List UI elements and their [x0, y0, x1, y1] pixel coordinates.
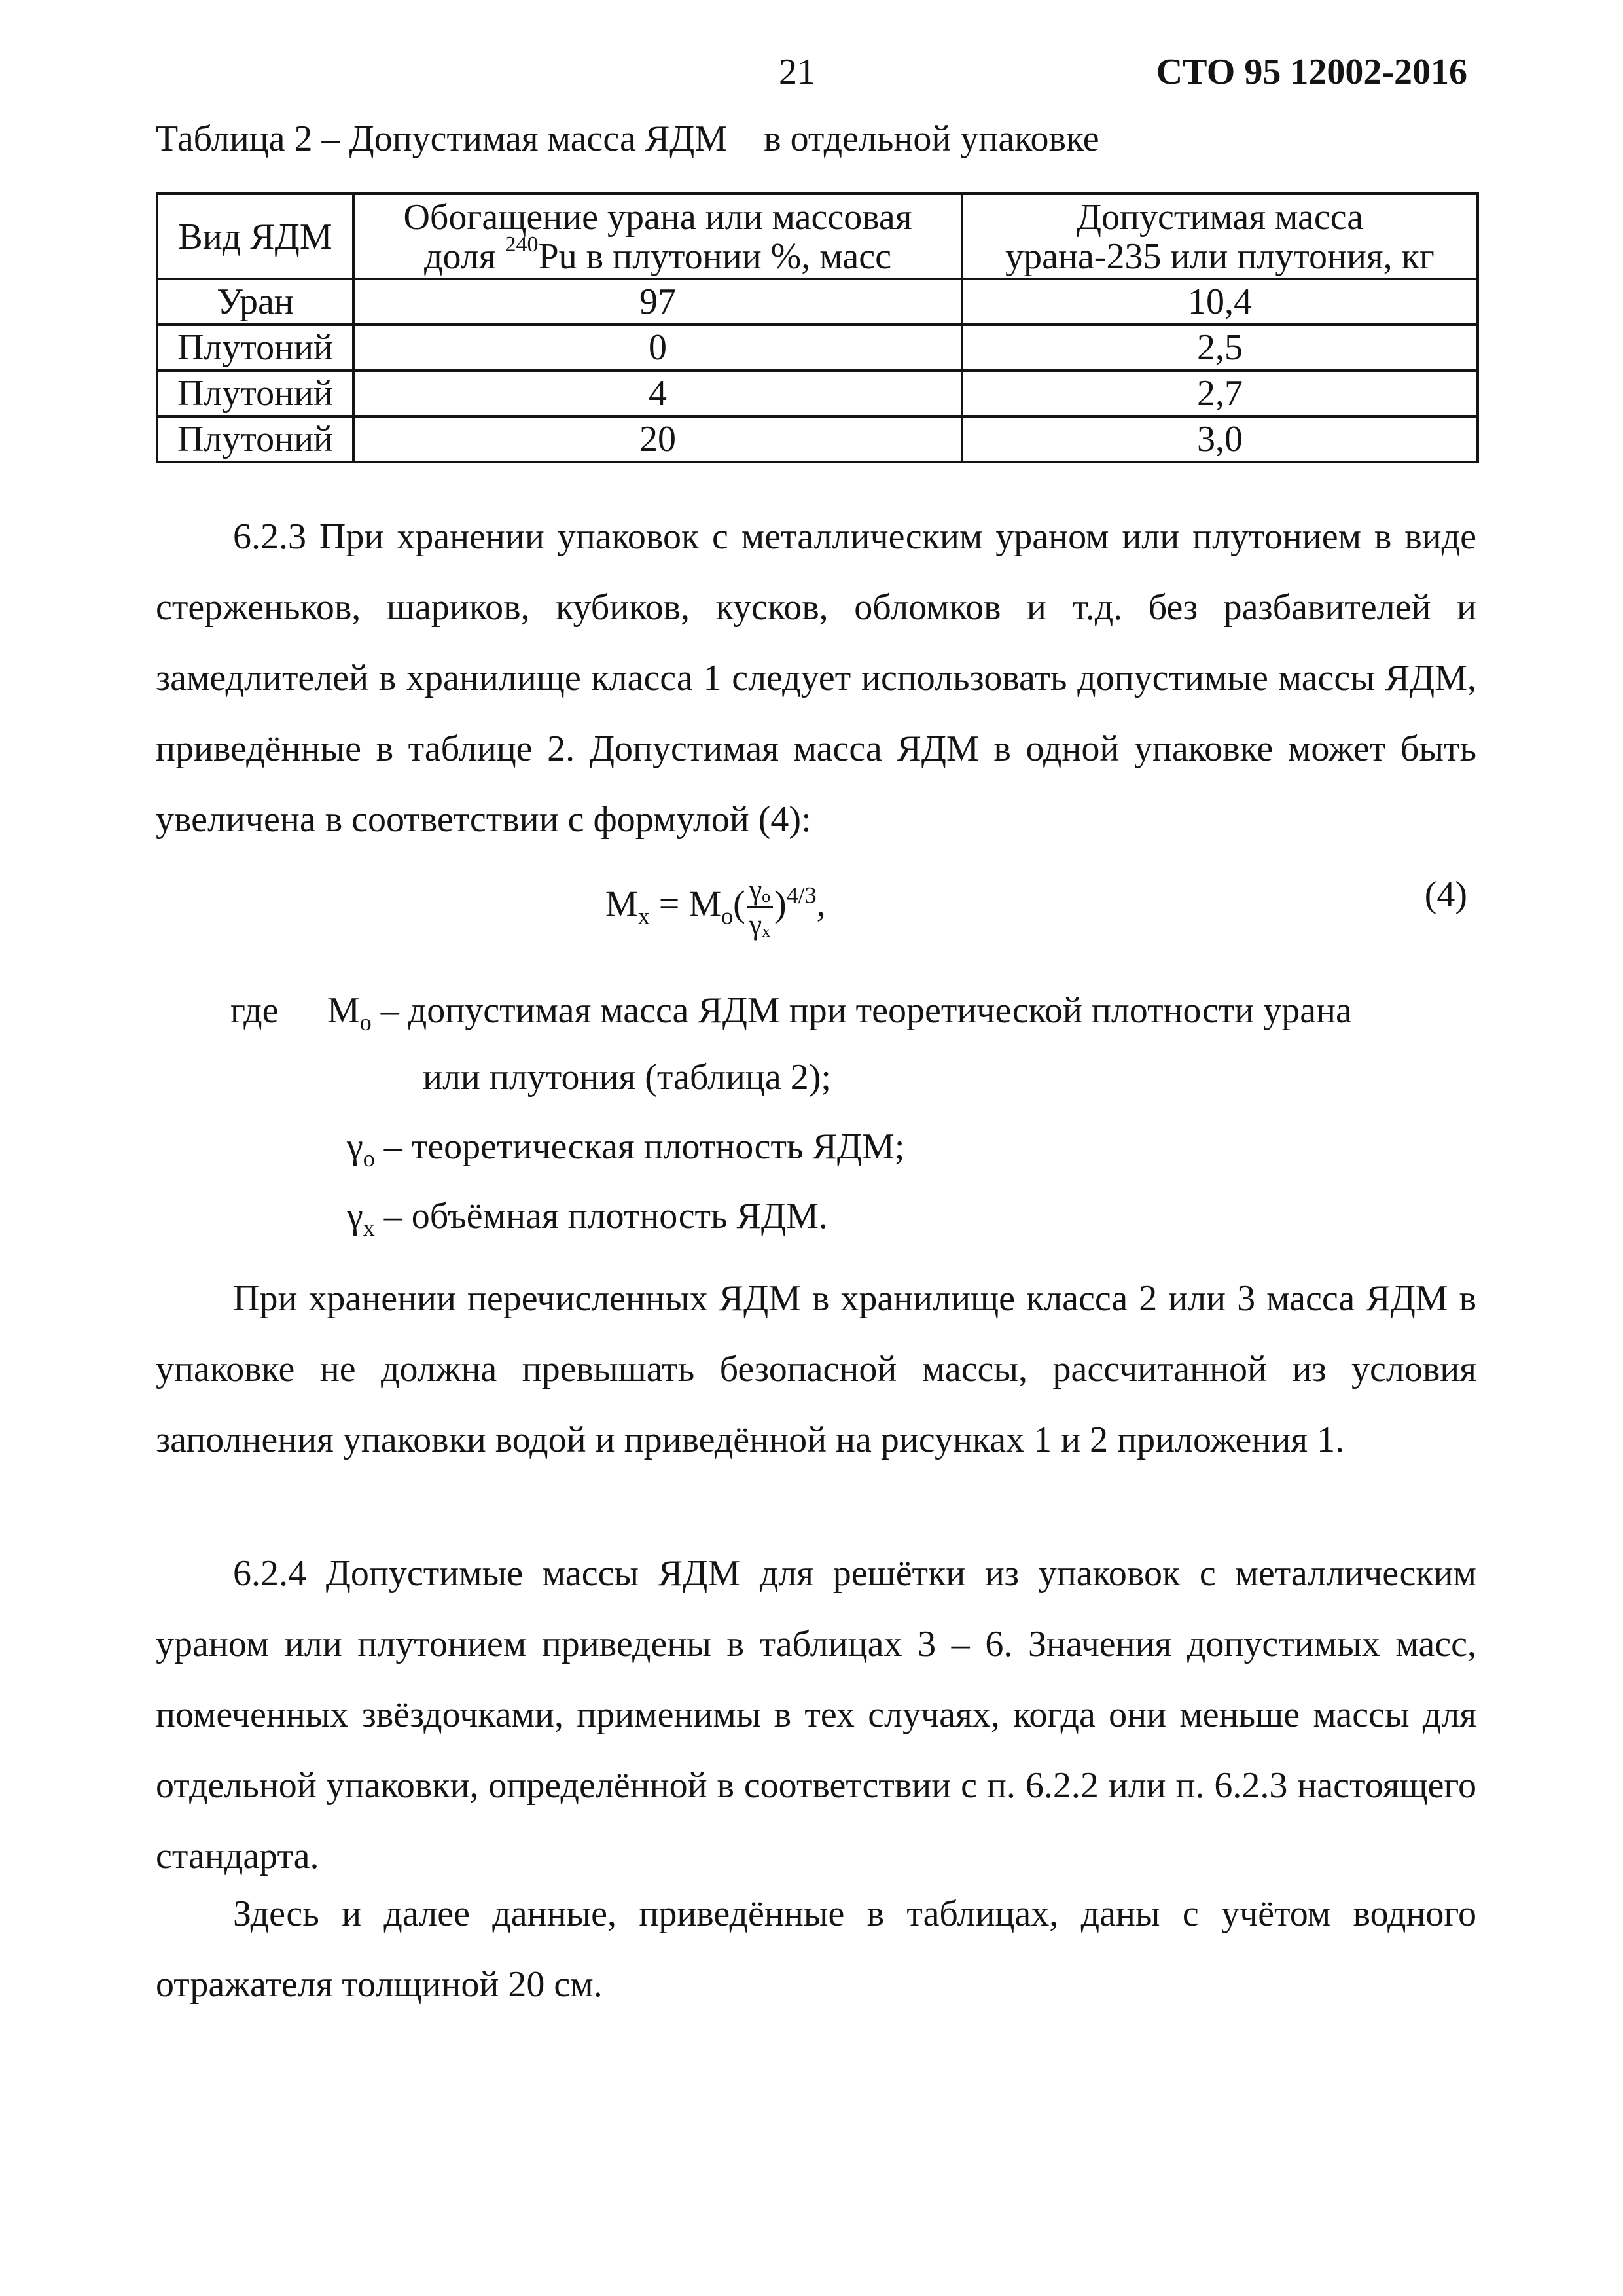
- cell-value: 4: [353, 370, 962, 416]
- m0-symbol: M: [327, 990, 360, 1031]
- document-code: СТО 95 12002-2016: [1156, 52, 1467, 92]
- cell-mass: 3,0: [962, 416, 1478, 462]
- formula-tail: ,: [816, 884, 826, 925]
- table-header-row: [157, 194, 1478, 279]
- page-number: 21: [779, 52, 815, 92]
- cell-kind: Плутоний: [157, 370, 353, 416]
- formula-denominator: γₓ: [749, 908, 770, 941]
- header-enrichment-line2-suffix: Pu в плутонии %, масс: [538, 236, 891, 277]
- paragraph-reflector: Здесь и далее данные, приведённые в таблицах, даны с учётом водного отражателя толщиной 20 см.: [156, 1893, 1476, 2005]
- definition-gamma0: [347, 1126, 904, 1172]
- formula-4: [605, 874, 826, 941]
- gammax-sub: x: [363, 1215, 375, 1242]
- gamma0-symbol: γ: [347, 1126, 363, 1167]
- paragraph-6-2-3: 6.2.3 При хранении упаковок с металлическим ураном или плутонием в виде стерженьков, шариков, кубиков, кусков, обломков и т.д. без разбавителей и замедлителей в хранилище класса 1 следует использовать допустимые массы ЯДМ, приведённые в таблице 2. Допустимая масса ЯДМ в одной упаковке может быть увеличена в соответствии с формулой (4):: [156, 516, 1476, 840]
- cell-mass: 10,4: [962, 279, 1478, 325]
- header-enrichment: [353, 194, 962, 279]
- formula-eq: = M: [649, 884, 722, 925]
- formula-m0-sub: o: [721, 903, 734, 929]
- formula-lhs: M: [605, 884, 638, 925]
- formula-close: ): [774, 884, 787, 925]
- cell-mass: 2,7: [962, 370, 1478, 416]
- formula-number: (4): [1424, 874, 1467, 915]
- definition-m0: [327, 990, 1352, 1036]
- header-enrichment-sup: 240: [505, 232, 539, 257]
- cell-value: 0: [353, 325, 962, 370]
- table-caption: Таблица 2 – Допустимая масса ЯДМ в отдельной упаковке: [156, 118, 1099, 159]
- table-row: [157, 279, 1478, 325]
- allowable-mass-table: [156, 192, 1479, 463]
- header-allowable-mass: [962, 194, 1478, 279]
- table-row: [157, 416, 1478, 462]
- definition-m0-continued: или плутония (таблица 2);: [423, 1057, 831, 1098]
- m0-sub: o: [359, 1009, 372, 1036]
- cell-value: 20: [353, 416, 962, 462]
- table-row: [157, 370, 1478, 416]
- paragraph-6-2-4: 6.2.4 Допустимые массы ЯДМ для решётки из упаковок с металлическим ураном или плутонием приведены в таблицах 3 – 6. Значения допустимых масс, помеченных звёздочками, применимы в тех случаях, когда они меньше массы для отдельной упаковки, определённой в соответствии с п. 6.2.2 или п. 6.2.3 настоящего стандарта.: [156, 1553, 1476, 1876]
- header-kind: Вид ЯДМ: [157, 194, 353, 279]
- formula-numerator: γₒ: [747, 874, 773, 908]
- formula-exponent: 4/3: [786, 882, 817, 908]
- m0-text: – допустимая масса ЯДМ при теоретической плотности урана: [371, 990, 1352, 1031]
- cell-kind: Плутоний: [157, 325, 353, 370]
- formula-open: (: [733, 884, 745, 925]
- cell-mass: 2,5: [962, 325, 1478, 370]
- header-mass-line2: урана-235 или плутония, кг: [1005, 236, 1435, 277]
- definition-gammax: [347, 1195, 828, 1242]
- cell-kind: Плутоний: [157, 416, 353, 462]
- formula-lhs-sub: x: [637, 903, 650, 929]
- paragraph-class-2-3: При хранении перечисленных ЯДМ в хранилище класса 2 или 3 масса ЯДМ в упаковке не должна превышать безопасной массы, рассчитанной из условия заполнения упаковки водой и приведённой на рисунках 1 и 2 приложения 1.: [156, 1278, 1476, 1460]
- header-enrichment-line1: Обогащение урана или массовая: [403, 197, 912, 238]
- cell-kind: Уран: [157, 279, 353, 325]
- header-mass-line1: Допустимая масса: [1076, 197, 1364, 238]
- gammax-text: – объёмная плотность ЯДМ.: [374, 1196, 828, 1236]
- table-row: [157, 325, 1478, 370]
- cell-value: 97: [353, 279, 962, 325]
- header-enrichment-line2-prefix: доля: [424, 236, 505, 277]
- gamma0-text: – теоретическая плотность ЯДМ;: [374, 1126, 905, 1167]
- formula-fraction: [747, 874, 773, 941]
- gamma0-sub: o: [363, 1145, 375, 1172]
- gammax-symbol: γ: [347, 1196, 363, 1236]
- where-label: где: [230, 990, 279, 1031]
